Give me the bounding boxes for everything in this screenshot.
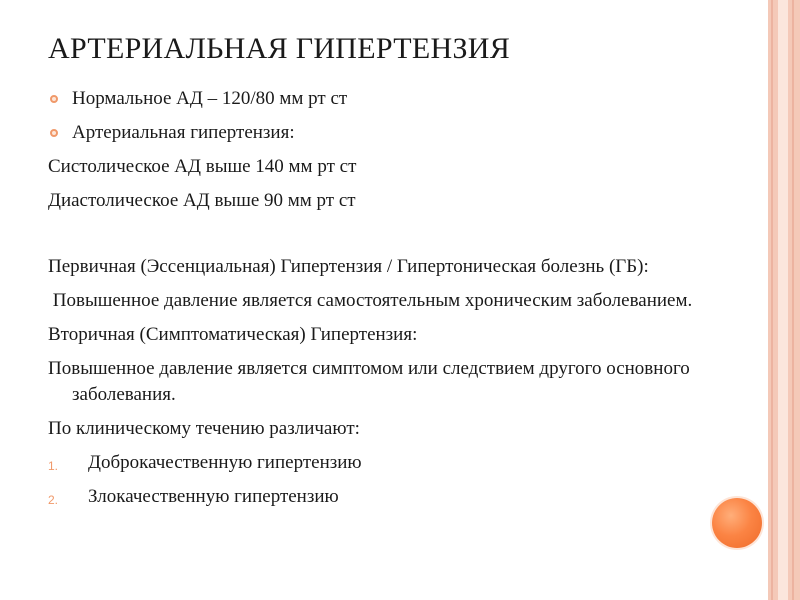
secondary-hypertension-description: Повышенное давление является симптомом или следствием другого основного заболевания. (48, 358, 690, 405)
decorative-stripe-line (771, 0, 773, 600)
bullet-dot-icon (50, 129, 58, 137)
spacer (48, 222, 708, 254)
slide-body (48, 86, 708, 518)
bullet-item (48, 86, 708, 112)
numbered-item (48, 450, 708, 476)
bullet-text: Артериальная гипертензия: (72, 122, 295, 143)
bullet-item (48, 120, 708, 146)
list-number: 1. (48, 459, 59, 473)
decorative-orb (712, 498, 762, 548)
bullet-text: Нормальное АД – 120/80 мм рт ст (72, 88, 348, 109)
diastolic-line: Диастолическое АД выше 90 мм рт ст (48, 190, 356, 211)
decorative-stripe-line (792, 0, 794, 600)
primary-hypertension-description: Повышенное давление является самостоятельным хроническим заболеванием. (48, 290, 693, 311)
clinical-course-intro: По клиническому течению различают: (48, 418, 360, 439)
decorative-stripe-inner (778, 0, 788, 600)
systolic-line: Систолическое АД выше 140 мм рт ст (48, 156, 357, 177)
numbered-item (48, 484, 708, 510)
list-number: 2. (48, 493, 59, 507)
list-item-text: Злокачественную гипертензию (88, 486, 339, 507)
secondary-hypertension-heading: Вторичная (Симптоматическая) Гипертензия: (48, 324, 418, 345)
list-item-text: Доброкачественную гипертензию (88, 452, 362, 473)
bullet-dot-icon (50, 95, 58, 103)
primary-hypertension-heading: Первичная (Эссенциальная) Гипертензия / Гипертоническая болезнь (ГБ): (48, 256, 649, 277)
slide-title: АРТЕРИАЛЬНАЯ ГИПЕРТЕНЗИЯ (48, 32, 511, 65)
